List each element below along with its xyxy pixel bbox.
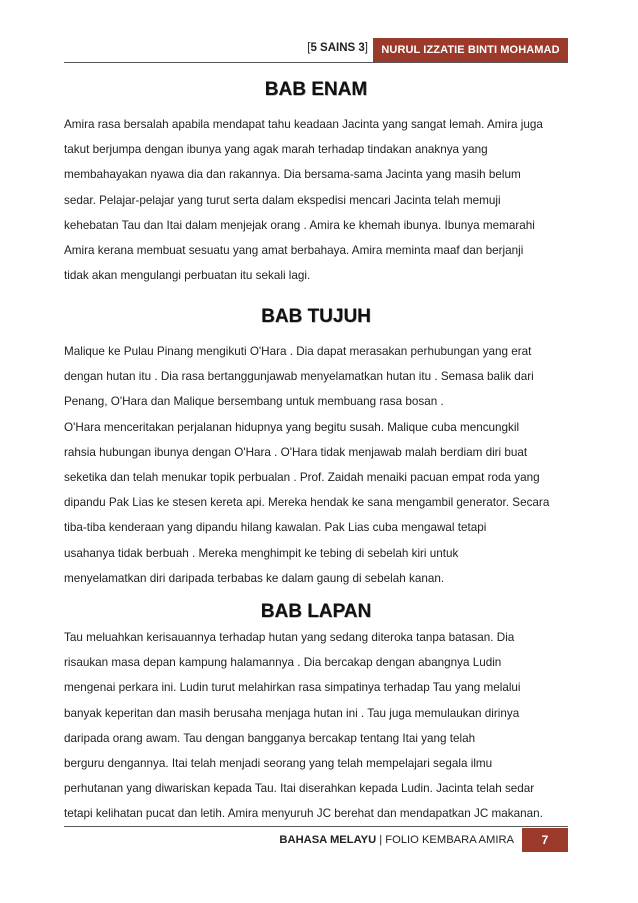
page-number-badge: 7 [522, 828, 568, 852]
text-line: usahanya tidak berbuah . Mereka menghimpit ke tebing di sebelah kiri untuk [64, 546, 459, 560]
text-line: tidak akan mengulangi perbuatan itu sekali lagi. [64, 269, 311, 283]
text-line: dipandu Pak Lias ke stesen kereta api. Mereka hendak ke sana mengambil generator. Secara [64, 496, 550, 510]
chapter-body-lapan [64, 625, 564, 827]
chapter-title-tujuh: BAB TUJUH [261, 306, 371, 327]
text-line: risaukan masa depan kampung halamannya . Dia bercakap dengan abangnya Ludin [64, 656, 502, 670]
text-line: kehebatan Tau dan Itai dalam menjejak orang . Amira ke khemah ibunya. Ibunya memarahi [64, 218, 535, 232]
text-line: Tau meluahkan kerisauannya terhadap hutan yang sedang diteroka tanpa batasan. Dia [64, 631, 515, 644]
page-footer [64, 828, 568, 852]
text-line: O'Hara menceritakan perjalanan hidupnya yang begitu susah. Malique cuba mencungkil [64, 420, 520, 434]
header-divider [64, 62, 568, 63]
text-line: Amira rasa bersalah apabila mendapat tahu keadaan Jacinta yang sangat lemah. Amira juga [64, 118, 543, 131]
text-line: mengenai perkara ini. Ludin turut melahirkan rasa simpatinya terhadap Tau yang melalui [64, 681, 521, 695]
footer-label: BAHASA MELAYU | FOLIO KEMBARA AMIRA [279, 834, 514, 846]
page-header [64, 38, 568, 62]
chapter-title-enam: BAB ENAM [264, 79, 368, 100]
chapter-title-lapan: BAB LAPAN [260, 601, 372, 622]
text-line: takut berjumpa dengan ibunya yang agak marah terhadap tindakan anaknya yang [64, 143, 488, 157]
chapter-body-tujuh [64, 339, 564, 591]
footer-divider [64, 826, 568, 827]
student-name-badge: NURUL IZZATIE BINTI MOHAMAD [373, 38, 568, 62]
text-line: tiba-tiba kenderaan yang dipandu hilang kawalan. Pak Lias cuba mengawal tetapi [64, 521, 487, 535]
text-line: seketika dan telah menukar topik perbualan . Prof. Zaidah menaiki pacuan empat roda yang [64, 471, 540, 485]
text-line: menyelamatkan diri daripada terbabas ke dalam gaung di sebelah kanan. [64, 571, 445, 585]
text-line: Malique ke Pulau Pinang mengikuti O'Hara . Dia dapat merasakan perhubungan yang erat [64, 345, 532, 358]
text-line: berguru dengannya. Itai telah menjadi seorang yang telah mempelajari segala ilmu [64, 757, 493, 771]
text-line: sedar. Pelajar-pelajar yang turut serta dalam ekspedisi mencari Jacinta telah memuji [64, 193, 501, 207]
text-line: Penang, O'Hara dan Malique bersembang untuk membuang rasa bosan . [64, 395, 444, 409]
class-label: [5 SAINS 3] [307, 42, 368, 54]
text-line: rahsia hubungan ibunya dengan O'Hara . O'Hara tidak menjawab malah berdiam diri buat [64, 445, 528, 459]
text-line: tetapi kelihatan pucat dan letih. Amira menyuruh JC berehat dan mendapatkan JC makanan. [64, 807, 543, 821]
text-line: banyak keperitan dan masih berusaha menjaga hutan ini . Tau juga memulaukan dirinya [64, 706, 520, 720]
text-line: perhutanan yang diwariskan kepada Tau. Itai diserahkan kepada Ludin. Jacinta telah sedar [64, 782, 535, 796]
text-line: dengan hutan itu . Dia rasa bertanggunjawab menyelamatkan hutan itu . Semasa balik dari [64, 370, 534, 384]
text-line: Amira kerana membuat sesuatu yang amat berbahaya. Amira meminta maaf dan berjanji [64, 244, 524, 258]
text-line: daripada orang awam. Tau dengan bangganya bercakap tentang Itai yang telah [64, 731, 476, 745]
chapter-body-enam [64, 112, 564, 288]
text-line: membahayakan nyawa dia dan rakannya. Dia bersama-sama Jacinta yang masih belum [64, 168, 521, 182]
